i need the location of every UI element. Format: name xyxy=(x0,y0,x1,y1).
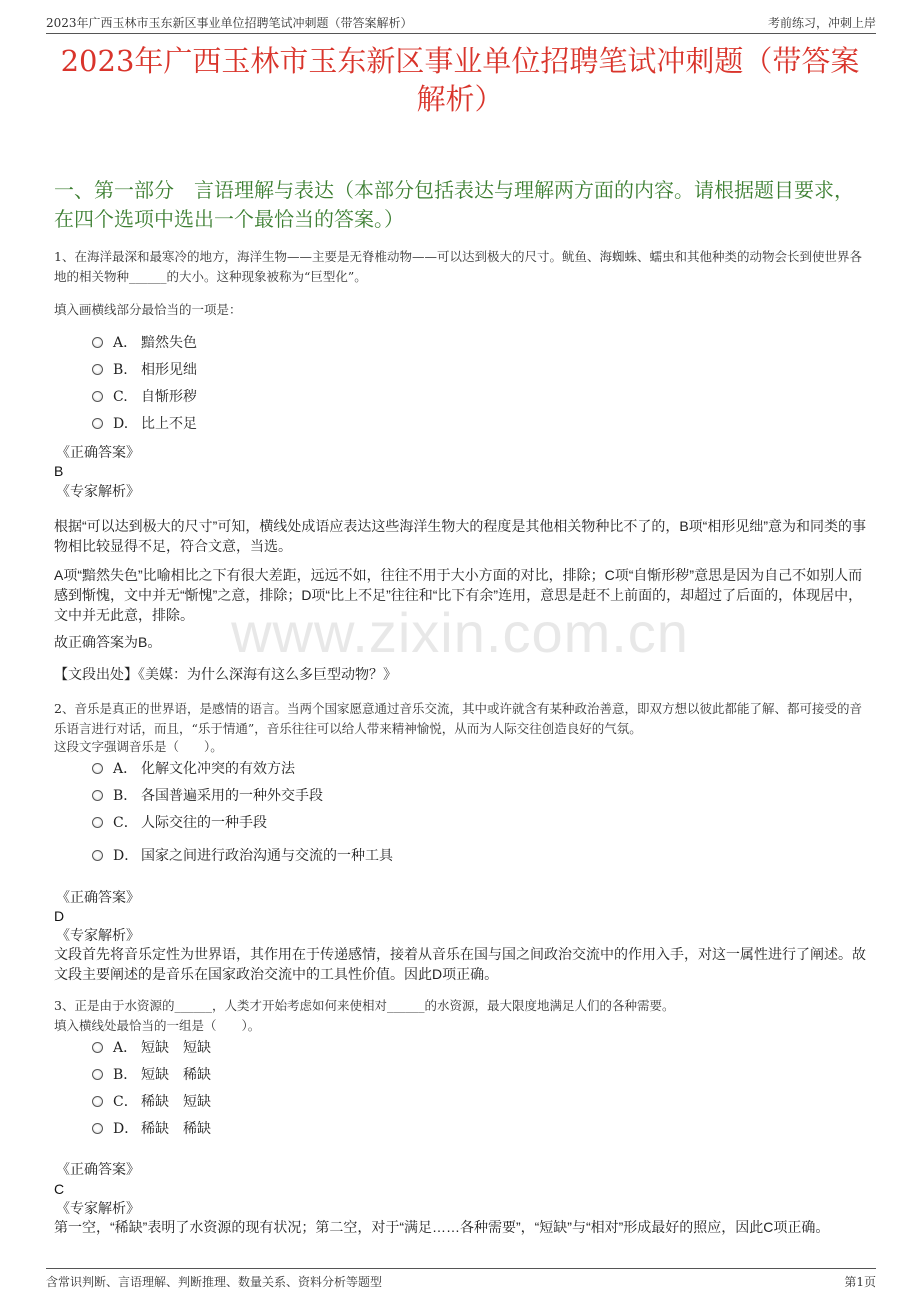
question-2-option-a[interactable] xyxy=(92,759,295,779)
question-2-prompt: 这段文字强调音乐是（ ）。 xyxy=(54,739,223,754)
question-2-answer: D xyxy=(54,908,65,924)
question-1-answer-label: 《正确答案》 xyxy=(56,445,140,461)
question-3-option-d[interactable] xyxy=(92,1119,211,1139)
option-letter: A． xyxy=(113,761,138,777)
header-doc-title: 2023年广西玉林市玉东新区事业单位招聘笔试冲刺题（带答案解析） xyxy=(46,16,413,30)
question-1-analysis-p2: A项“黯然失色”比喻相比之下有很大差距，远远不如，往往不用于大小方面的对比，排除；C项“自惭形秽”意思是因为自己不如别人而感到惭愧，文中并无“惭愧”之意，排除；D项“比上不足”往往和“比下有余”连用，意思是赶不上前面的，却超过了后面的，体现居中，文中并无此意，排除。 xyxy=(54,567,863,623)
question-2-stem: 2、音乐是真正的世界语，是感情的语言。当两个国家愿意通过音乐交流，其中或许就含有某种政治善意，即双方想以彼此都能了解、都可接受的音乐语言进行对话，而且，“乐于情通”，音乐往往可以给人带来精神愉悦，从而为人际交往创造良好的气氛。 xyxy=(54,701,862,736)
option-letter: B． xyxy=(113,788,138,804)
option-text: 人际交往的一种手段 xyxy=(141,815,267,831)
header-slogan: 考前练习，冲刺上岸 xyxy=(767,16,876,30)
option-letter: A． xyxy=(113,335,138,351)
question-3-option-c[interactable] xyxy=(92,1092,211,1112)
option-letter: B. xyxy=(113,362,128,378)
option-letter: C． xyxy=(113,1094,138,1110)
question-1-option-b[interactable] xyxy=(92,360,197,380)
radio-button-icon[interactable] xyxy=(92,391,103,402)
question-1-option-d[interactable] xyxy=(92,414,197,434)
question-1-prompt: 填入画横线部分最恰当的一项是： xyxy=(54,302,242,317)
question-2-answer-label: 《正确答案》 xyxy=(56,890,140,906)
watermark: www.zixin.com.cn xyxy=(231,601,689,664)
question-1-option-a[interactable] xyxy=(92,333,197,353)
question-1-option-c[interactable] xyxy=(92,387,197,407)
question-3-answer-label: 《正确答案》 xyxy=(56,1162,140,1178)
radio-button-icon[interactable] xyxy=(92,850,103,861)
question-3-stem: 3、正是由于水资源的______，人类才开始考虑如何来使相对______的水资源，最大限度地满足人们的各种需要。 xyxy=(54,998,675,1013)
radio-button-icon[interactable] xyxy=(92,1069,103,1080)
document-title: 2023年广西玉林市玉东新区事业单位招聘笔试冲刺题（带答案解析） xyxy=(60,44,860,116)
radio-button-icon[interactable] xyxy=(92,1042,103,1053)
question-1-answer: B xyxy=(54,463,64,479)
option-letter: D. xyxy=(113,416,129,432)
option-text: 稀缺 短缺 xyxy=(141,1094,211,1110)
option-letter: A． xyxy=(113,1040,138,1056)
question-3-prompt: 填入横线处最恰当的一组是（ ）。 xyxy=(54,1018,261,1033)
option-letter: D． xyxy=(113,1121,139,1137)
option-letter: B． xyxy=(113,1067,138,1083)
question-2-option-d[interactable] xyxy=(92,846,393,866)
option-text: 化解文化冲突的有效方法 xyxy=(141,761,295,777)
option-text: 相形见绌 xyxy=(141,362,197,378)
radio-button-icon[interactable] xyxy=(92,817,103,828)
radio-button-icon[interactable] xyxy=(92,790,103,801)
option-text: 比上不足 xyxy=(141,416,197,432)
page-footer xyxy=(46,1268,876,1290)
question-1-stem: 1、在海洋最深和最寒冷的地方，海洋生物——主要是无脊椎动物——可以达到极大的尺寸。鱿鱼、海蜘蛛、蠕虫和其他种类的动物会长到使世界各地的相关物种______的大小。这种现象被称为“巨型化”。 xyxy=(54,249,862,284)
option-text: 自惭形秽 xyxy=(141,389,197,405)
section-heading: 一、第一部分 言语理解与表达（本部分包括表达与理解两方面的内容。请根据题目要求，在四个选项中选出一个最恰当的答案。） xyxy=(54,178,854,231)
option-text: 短缺 短缺 xyxy=(141,1040,211,1056)
radio-button-icon[interactable] xyxy=(92,1096,103,1107)
question-3-option-b[interactable] xyxy=(92,1065,211,1085)
radio-button-icon[interactable] xyxy=(92,337,103,348)
question-2-option-b[interactable] xyxy=(92,786,323,806)
option-text: 黯然失色 xyxy=(141,335,197,351)
option-text: 国家之间进行政治沟通与交流的一种工具 xyxy=(141,848,393,864)
radio-button-icon[interactable] xyxy=(92,1123,103,1134)
question-3-answer: C xyxy=(54,1181,65,1197)
question-2-analysis: 文段首先将音乐定性为世界语，其作用在于传递感情，接着从音乐在国与国之间政治交流中的作用入手，对这一属性进行了阐述。故文段主要阐述的是音乐在国家政治交流中的工具性价值。因此D项正确。 xyxy=(54,946,866,982)
question-2-analysis-label: 《专家解析》 xyxy=(56,928,140,944)
option-text: 稀缺 稀缺 xyxy=(141,1121,211,1137)
question-2-option-c[interactable] xyxy=(92,813,267,833)
footer-topics: 含常识判断、言语理解、判断推理、数量关系、资料分析等题型 xyxy=(46,1275,383,1289)
option-letter: C. xyxy=(113,389,128,405)
radio-button-icon[interactable] xyxy=(92,763,103,774)
option-letter: D． xyxy=(113,848,139,864)
radio-button-icon[interactable] xyxy=(92,418,103,429)
option-text: 各国普遍采用的一种外交手段 xyxy=(141,788,323,804)
page-number: 第1页 xyxy=(844,1275,876,1289)
radio-button-icon[interactable] xyxy=(92,364,103,375)
question-3-analysis: 第一空，“稀缺”表明了水资源的现有状况；第二空，对于“满足……各种需要”，“短缺”与“相对”形成最好的照应，因此C项正确。 xyxy=(54,1219,830,1235)
question-1-analysis-p1: 根据“可以达到极大的尺寸”可知，横线处成语应表达这些海洋生物大的程度是其他相关物种比不了的，B项“相形见绌”意为和同类的事物相比较显得不足，符合文意，当选。 xyxy=(54,518,866,554)
question-1-analysis-p3: 故正确答案为B。 xyxy=(54,634,162,650)
option-text: 短缺 稀缺 xyxy=(141,1067,211,1083)
running-header xyxy=(46,12,876,34)
option-letter: C． xyxy=(113,815,138,831)
question-1-source: 【文段出处】《美媒：为什么深海有这么多巨型动物？》 xyxy=(54,666,397,682)
question-3-analysis-label: 《专家解析》 xyxy=(56,1201,140,1217)
question-3-option-a[interactable] xyxy=(92,1038,211,1058)
question-1-analysis-label: 《专家解析》 xyxy=(56,484,140,500)
